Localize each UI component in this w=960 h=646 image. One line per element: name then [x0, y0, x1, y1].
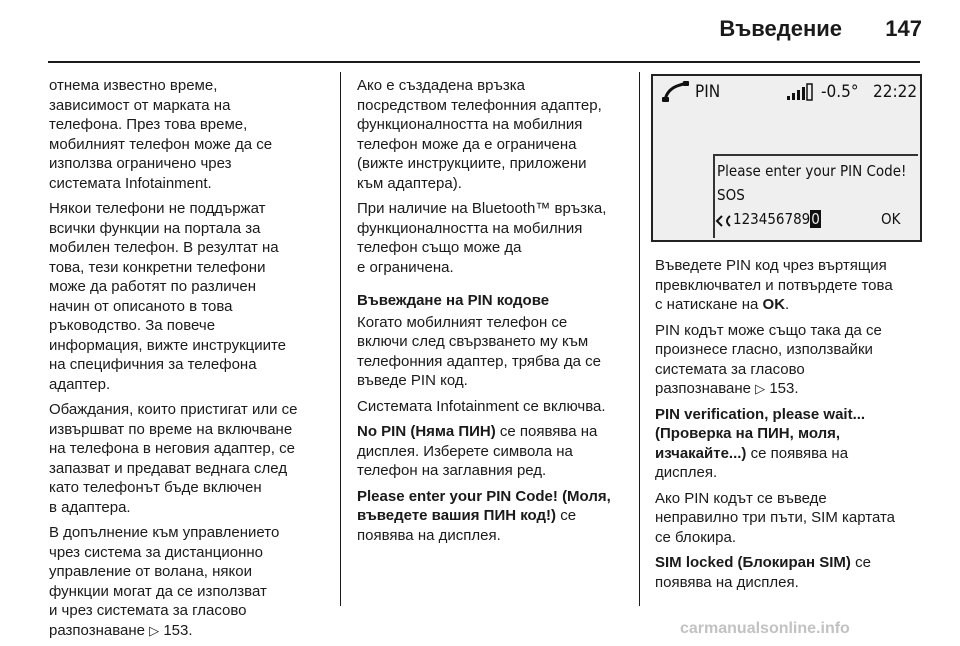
- display-message: SIM locked (Блокиран SIM): [655, 554, 851, 571]
- paragraph: PIN verification, please wait... (Проверка на ПИН, моля, изчакайте...) се появява на дисплея.: [655, 405, 937, 483]
- paragraph: SIM locked (Блокиран SIM) се появява на дисплея.: [655, 554, 871, 591]
- display-time: 22:22: [873, 82, 918, 102]
- display-message: (Проверка на ПИН, моля,: [655, 425, 841, 442]
- paragraph: No PIN (Няма ПИН) се появява на дисплея. Изберете символа на телефон на заглавния ред.: [357, 423, 598, 479]
- phone-display-illustration: [651, 74, 922, 242]
- paragraph: Когато мобилният телефон се включи след свързването му към телефонния адаптер, трябва да се въведе PIN код.: [357, 313, 602, 389]
- signal-strength-icon: [787, 83, 815, 101]
- page-title: Въведение: [719, 16, 842, 41]
- paragraph: Ако е създадена връзка посредством телефонния адаптер, функционалността на мобилния телефон може да е ограничена (вижте инструкциите, приложени към адаптера).: [357, 77, 602, 192]
- display-digit-cursor: 0: [811, 210, 820, 228]
- watermark: carmanualsonline.info: [680, 620, 850, 637]
- display-message: PIN verification, please wait...: [655, 405, 866, 423]
- display-message: въведете вашия ПИН код!): [357, 507, 557, 524]
- display-message: Please enter your PIN Code! (Моля,: [357, 487, 611, 505]
- backspace-icon: [715, 214, 731, 228]
- column-1: [49, 76, 334, 646]
- column-divider-1: [340, 72, 341, 606]
- header-rule: [48, 61, 920, 63]
- display-temperature: -0.5°: [821, 82, 859, 102]
- paragraph: PIN кодът може също така да се произнесе гласно, използвайки системата за гласово разпознаване ▷ 153.: [655, 321, 882, 397]
- section-heading: Въвеждане на PIN кодове: [357, 292, 550, 309]
- display-ok: OK: [881, 210, 901, 228]
- paragraph: Обаждания, които пристигат или се извършват по време на включване на телефона в неговия адаптер, се запазват и предават веднага след като телефонът бъде включен в адаптера.: [49, 401, 298, 516]
- display-prompt: Please enter your PIN Code!: [717, 162, 907, 180]
- display-message: изчакайте...): [655, 444, 747, 462]
- page-header: [0, 0, 960, 56]
- paragraph: При наличие на Bluetooth™ връзка, функционалността на мобилния телефон също може да е ограничена.: [357, 200, 607, 276]
- column-3: [655, 256, 937, 598]
- paragraph: Please enter your PIN Code! (Моля, въведете вашия ПИН код!) се появява на дисплея.: [357, 487, 633, 546]
- paragraph: Ако PIN кодът се въведе неправилно три пъти, SIM картата се блокира.: [655, 489, 896, 546]
- display-status-bar: [653, 76, 920, 110]
- phone-handset-icon: [661, 80, 691, 104]
- display-sos: SOS: [717, 186, 745, 204]
- display-title: PIN: [695, 82, 721, 102]
- paragraph: Някои телефони не поддържат всички функции на портала за мобилен телефон. В резултат на това, тези конкретни телефони може да работят по различен начин от описаното в това ръководство. За повече информация, вижте инструкциите на специфичния за телефона адаптер.: [49, 200, 287, 393]
- page-ref-arrow-icon: ▷: [149, 622, 160, 638]
- paragraph: Системата Infotainment се включва.: [357, 397, 606, 415]
- page-ref-link[interactable]: 153.: [769, 380, 799, 397]
- display-message: No PIN (Няма ПИН): [357, 423, 496, 440]
- paragraph: Въведете PIN код чрез въртящия превключвател и потвърдете това с натискане на OK.: [655, 257, 893, 313]
- column-divider-2: [639, 72, 640, 606]
- display-pin-digits: 1234567890: [733, 210, 820, 228]
- page-number: 147: [885, 16, 922, 41]
- paragraph: отнема известно време, зависимост от марката на телефона. През това време, мобилният телефон може да се използва ограничено чрез системата Infotainment.: [49, 77, 273, 192]
- column-2: [357, 76, 633, 551]
- page-ref-arrow-icon: ▷: [755, 381, 766, 396]
- paragraph: В допълнение към управлението чрез система за дистанционно управление от волана, някои функции могат да се използват и чрез системата за гласово разпознаване ▷ 153.: [49, 524, 280, 639]
- page-ref-link[interactable]: 153.: [163, 621, 193, 639]
